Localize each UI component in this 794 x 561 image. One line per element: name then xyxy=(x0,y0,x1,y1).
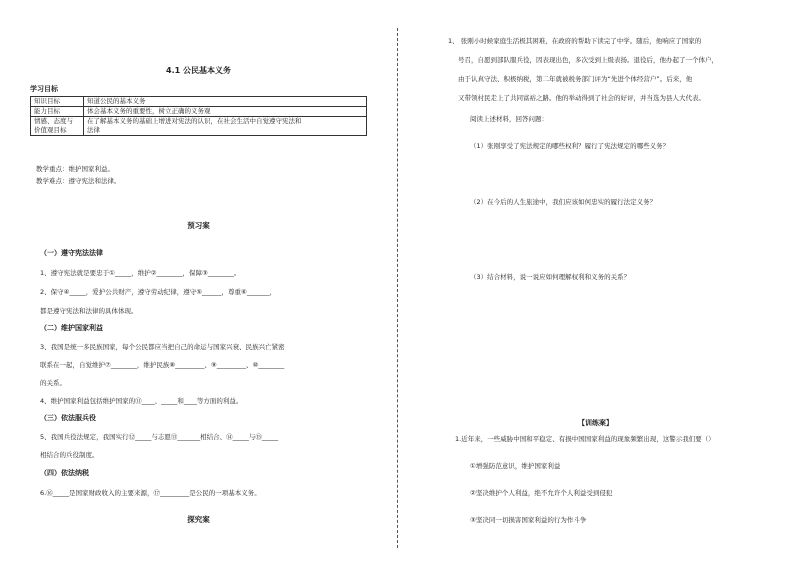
explore-title: 探究案 xyxy=(187,515,210,524)
training-title: 【训练案】 xyxy=(578,419,613,427)
preview-title: 预习案 xyxy=(187,221,210,230)
section-2-title: （二）维护国家利益 xyxy=(40,324,103,332)
table-row xyxy=(31,117,367,127)
option-2: ②坚决维护个人利益，绝不允许个人利益受到侵犯 xyxy=(470,489,613,497)
learning-goals-table xyxy=(30,96,367,136)
goals-heading: 学习目标 xyxy=(30,85,58,93)
material-line-2: 号召，自愿到部队服兵役，因表现出色，多次受到上级表扬。退役后，他办起了一个体户， xyxy=(458,56,718,64)
section-3-title: （三）依法服兵役 xyxy=(40,414,96,422)
goal-text: 在了解基本义务的基础上增进对宪法的认识，在社会生活中自觉遵守宪法和 xyxy=(84,117,367,127)
goal-label: 情感、态度与 xyxy=(31,117,84,127)
right-question-2: （2）在今后的人生旅途中，我们应该如何忠实的履行法定义务？ xyxy=(470,198,657,206)
option-1: ①增强防范意识，维护国家利益 xyxy=(470,462,561,470)
question-2-line-2: 都是遵守宪法和法律的具体体现。 xyxy=(40,307,138,315)
question-4: 4、维护国家利益包括维护国家的⑪____、_____和____等方面的利益。 xyxy=(40,397,243,405)
goal-text: 体会基本义务的重要性，树立正确的义务观 xyxy=(84,107,367,117)
teaching-difficulty: 教学难点：遵守宪法和法律。 xyxy=(36,177,121,185)
section-4-title: （四）依法纳税 xyxy=(40,469,89,477)
goal-label: 价值观目标 xyxy=(31,126,84,136)
table-row xyxy=(31,97,367,107)
material-line-4: 又带领村民走上了共同富裕之路。他的举动得到了社会的好评，并当选为县人大代表。 xyxy=(458,94,705,102)
lesson-title: 4.1 公民基本义务 xyxy=(166,66,231,75)
right-question-1: （1）张刚享受了宪法规定的哪些权利？履行了宪法规定的哪些义务？ xyxy=(470,142,670,150)
section-1-title: （一）遵守宪法法律 xyxy=(40,249,103,257)
training-question-1: 1.近年来，一些威胁中国和平稳定、有损中国国家利益的现象频繁出现，这警示我们要（） xyxy=(455,435,715,443)
table-row xyxy=(31,126,367,136)
question-3-line-3: 的关系。 xyxy=(40,379,66,387)
question-2-line-1: 2、保守④_____，爱护公共财产，遵守劳动纪律，遵守⑤______，尊重⑥_______， xyxy=(40,288,277,296)
question-3-line-1: 3、我国是统一多民族国家，每个公民都应当把自己的命运与国家兴衰、民族兴亡紧密 xyxy=(40,343,285,351)
question-3-line-2: 联系在一起，自觉维护⑦________，维护民族⑧_________、⑨_________、⑩________ xyxy=(40,361,285,369)
question-6: 6.⑯_____是国家财政收入的主要来源，⑰_________是公民的一项基本义务。 xyxy=(40,489,261,497)
question-1: 1、遵守宪法就是要忠于①_____，维护②________，保障③________。 xyxy=(40,269,241,277)
column-divider xyxy=(397,28,398,548)
goal-text: 知道公民的基本义务 xyxy=(84,97,367,107)
teaching-focus: 教学重点：维护国家利益。 xyxy=(36,165,114,173)
table-row xyxy=(31,107,367,117)
question-5-line-1: 5、我国兵役法规定，我国实行⑫_____与志愿⑬_______相结合、⑭_____与⑮_____ xyxy=(40,433,279,441)
material-line-3: 由于认真守法、积极纳税，第二年就被税务部门评为“先进个体经营户”。后来，他 xyxy=(458,75,693,83)
right-question-3: （3）结合材料，说一说应如何理解权利和义务的关系？ xyxy=(470,273,631,281)
reading-instruction: 阅读上述材料，回答问题： xyxy=(470,115,548,123)
option-3: ③坚决同一切损害国家利益的行为作斗争 xyxy=(470,516,587,524)
goal-text: 法律 xyxy=(84,126,367,136)
material-line-1: 1、 张刚小时候家庭生活极其困难，在政府的帮助下读完了中学。随后，他响应了国家的 xyxy=(448,37,702,45)
goal-label: 知识目标 xyxy=(31,97,84,107)
question-5-line-2: 相结合的兵役制度。 xyxy=(40,451,99,459)
goal-label: 能力目标 xyxy=(31,107,84,117)
